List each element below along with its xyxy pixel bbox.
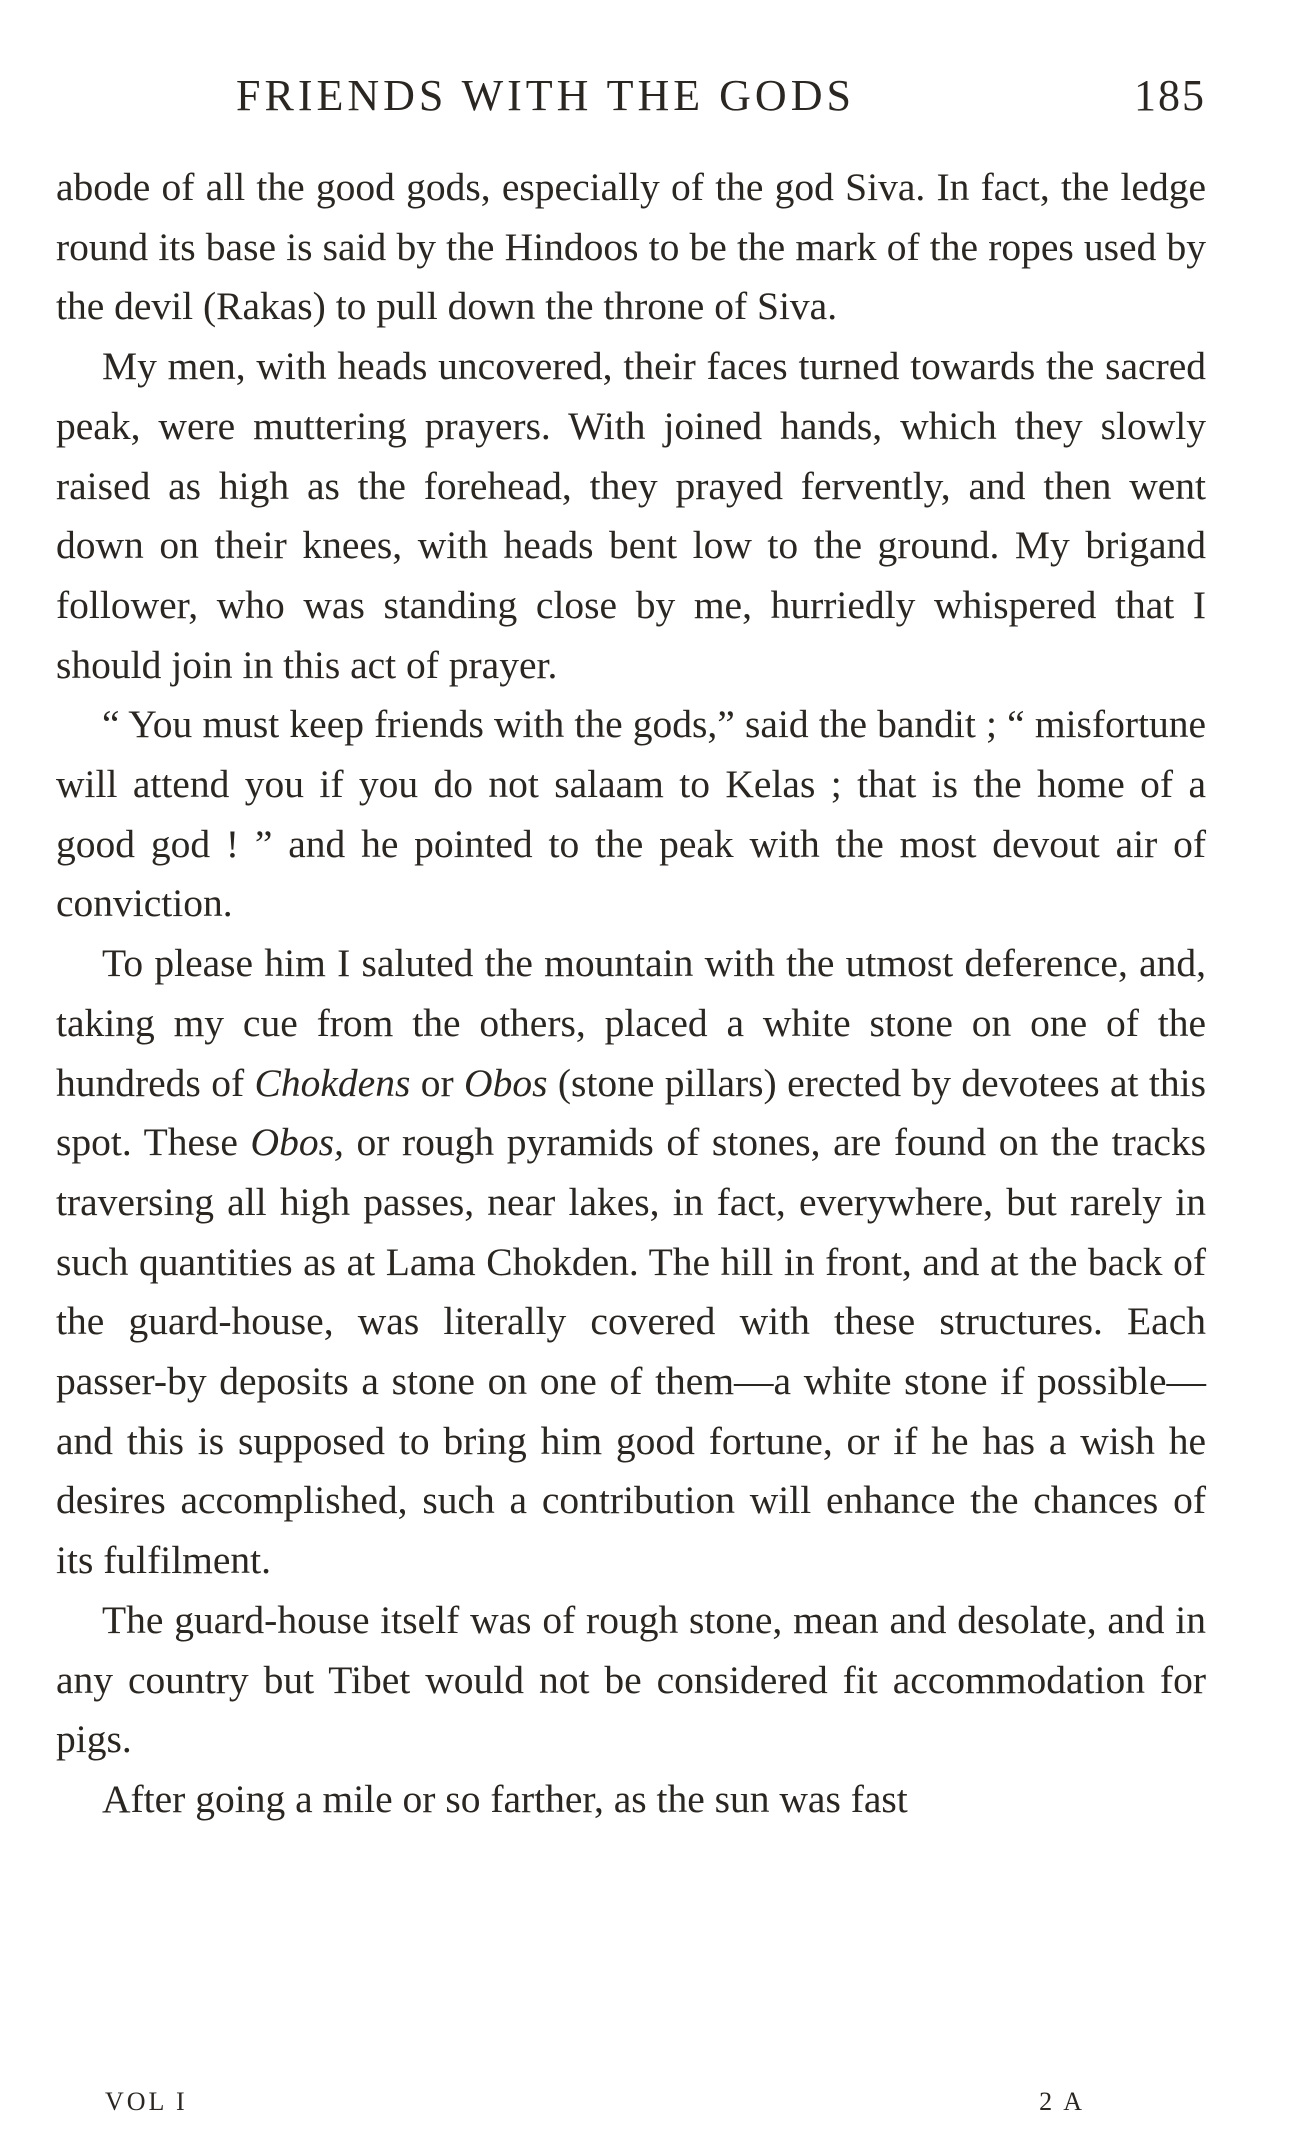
obos-term: Obos bbox=[464, 1060, 548, 1105]
page-header bbox=[56, 70, 1206, 130]
paragraph-6: After going a mile or so farther, as the sun was fast bbox=[102, 1776, 908, 1821]
page-number: 185 bbox=[1134, 71, 1206, 120]
running-title: FRIENDS WITH THE GODS bbox=[236, 71, 855, 120]
signature-mark: 2 A bbox=[1039, 2087, 1085, 2116]
paragraph-4-part-4: or rough pyramids of stones, are found on the tracks traversing all high passes, near lakes, in fact, everywhere, but rarely in such quantities as at Lama Chokden. The hill in front, and at the back of the guard-house, was literally covered with these structures. Each passer-by deposits a stone on one of them—a white stone if possible—and this is supposed to bring him good fortune, or if he has a wish he desires accomplished, such a contribution will enhance the chances of its fulfilment. bbox=[56, 1120, 1206, 1583]
paragraph-3: “ You must keep friends with the gods,” said the bandit ; “ misfortune will attend you if you do not salaam to Kelas ; that is the home of a good god ! ” and he pointed to the peak with the most devout air of conviction. bbox=[56, 702, 1206, 926]
paragraph-2: My men, with heads uncovered, their faces turned towards the sacred peak, were muttering prayers. With joined hands, which they slowly raised as high as the forehead, they prayed fervently, and then went down on their knees, with heads bent low to the ground. My brigand follower, who was standing close by me, hurriedly whispered that I should join in this act of prayer. bbox=[56, 344, 1206, 687]
paragraph-5: The guard-house itself was of rough stone, mean and desolate, and in any country but Tibet would not be considered fit accommodation for pigs. bbox=[56, 1597, 1206, 1762]
paragraph-4 bbox=[56, 934, 1206, 1591]
paragraph-4-part-3: (stone pillars) erected by devotees at this spot. These bbox=[56, 1060, 1206, 1165]
body-text bbox=[56, 158, 1206, 1830]
paragraph-4-part-1: To please him I saluted the mountain with the utmost deference, and, taking my cue from the others, placed a white stone on one of the hundreds of bbox=[56, 941, 1206, 1105]
chokdens-term: Chokdens bbox=[254, 1060, 411, 1105]
obos-term-2: Obos, bbox=[250, 1120, 344, 1165]
page-footer bbox=[105, 2087, 1085, 2127]
paragraph-1: abode of all the good gods, especially of the god Siva. In fact, the ledge round its base is said by the Hindoos to be the mark of the ropes used by the devil (Rakas) to pull down the throne of Siva. bbox=[56, 165, 1206, 329]
paragraph-4-part-2: or bbox=[410, 1060, 465, 1105]
volume-label: VOL I bbox=[105, 2087, 188, 2116]
